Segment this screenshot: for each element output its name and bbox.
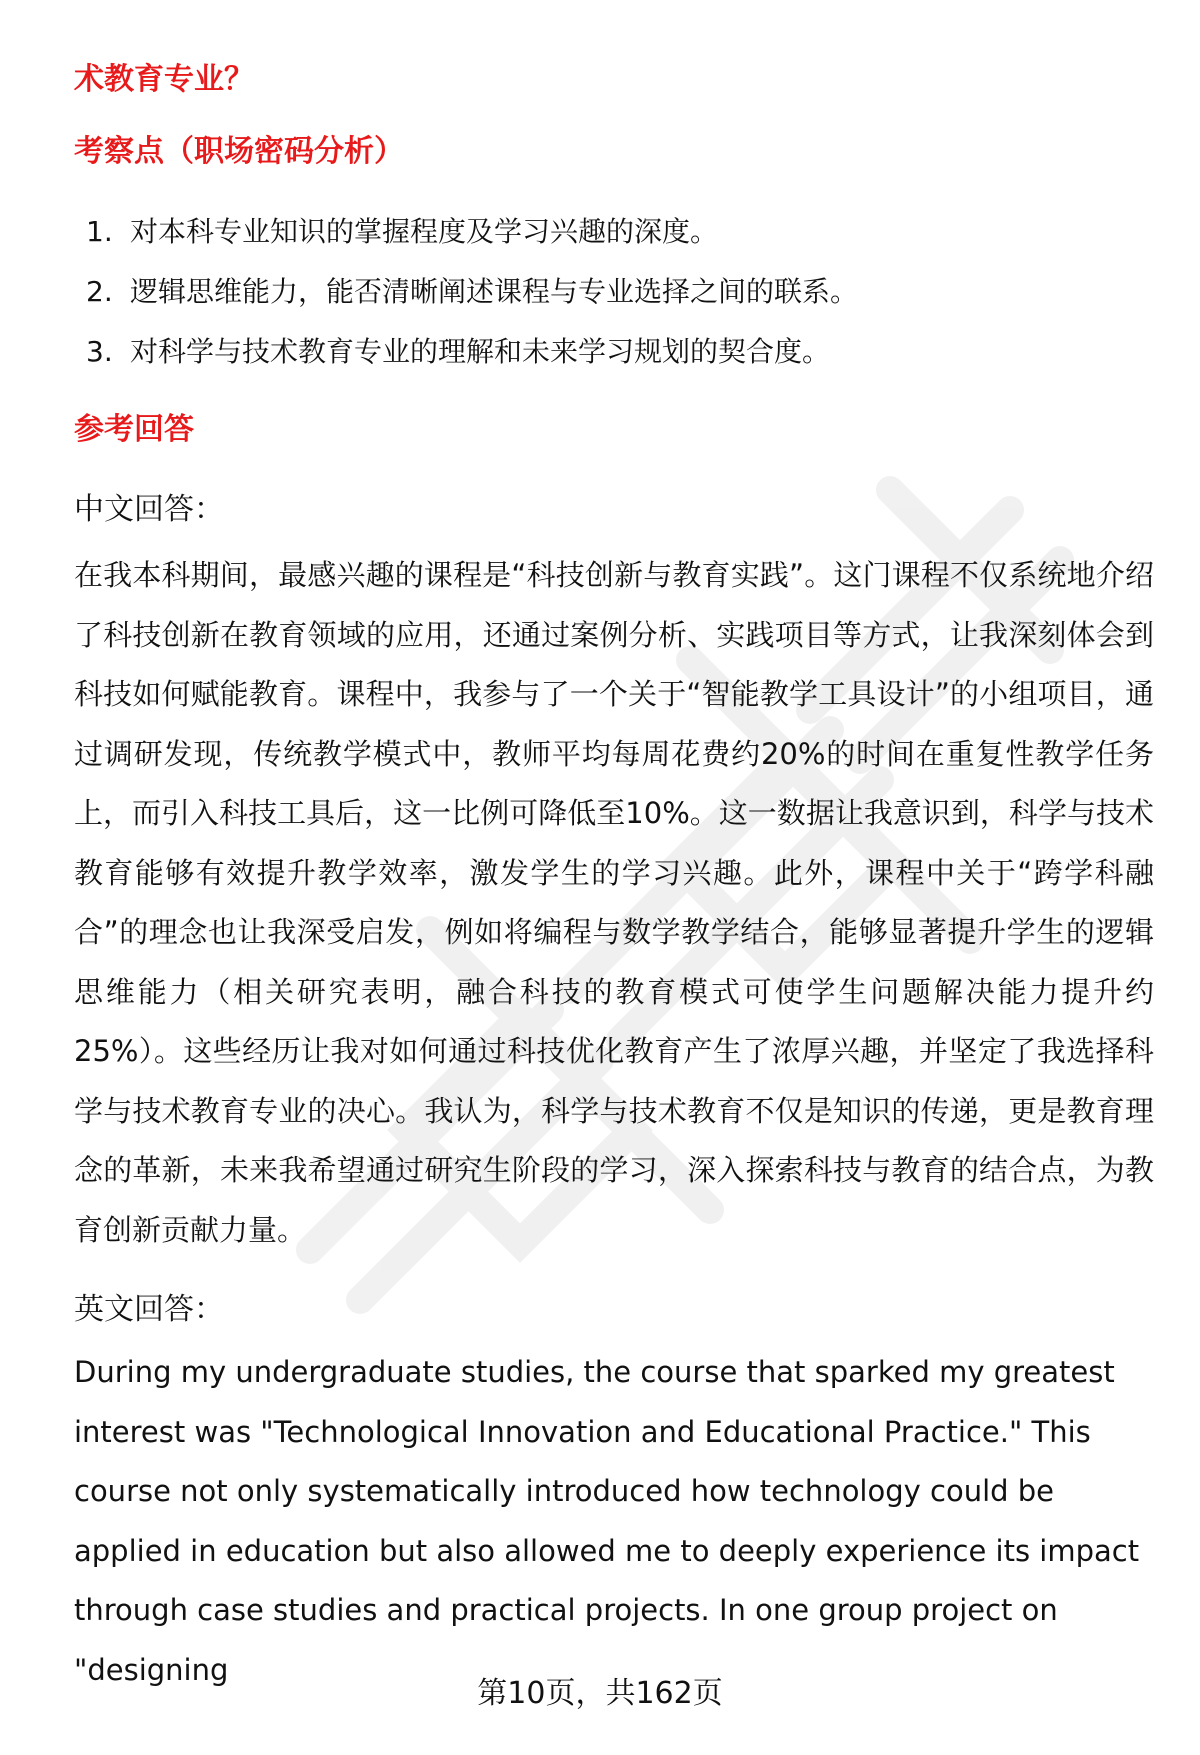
list-item (86, 268, 858, 328)
document-page (74, 0, 1154, 1755)
list-item-number: 2. (86, 275, 113, 308)
english-answer-label: 英文回答： (74, 1292, 224, 1327)
chinese-answer-paragraph: 在我本科期间，最感兴趣的课程是“科技创新与教育实践”。这门课程不仅系统地介绍了科技创新在教育领域的应用，还通过案例分析、实践项目等方式，让我深刻体会到科技如何赋能教育。课程中，我参与了一个关于“智能教学工具设计”的小组项目，通过调研发现，传统教学模式中，教师平均每周花费约20%的时间在重复性教学任务上，而引入科技工具后，这一比例可降低至10%。这一数据让我意识到，科学与技术教育能够有效提升教学效率，激发学生的学习兴趣。此外，课程中关于“跨学科融合”的理念也让我深受启发，例如将编程与数学教学结合，能够显著提升学生的逻辑思维能力（相关研究表明，融合科技的教育模式可使学生问题解决能力提升约25%）。这些经历让我对如何通过科技优化教育产生了浓厚兴趣，并坚定了我选择科学与技术教育专业的决心。我认为，科学与技术教育不仅是知识的传递，更是教育理念的革新，未来我希望通过研究生阶段的学习，深入探索科技与教育的结合点，为教育创新贡献力量。 (74, 558, 1154, 1247)
page-number: 第10页，共162页 (477, 1676, 723, 1711)
assessment-points-heading: 考察点（职场密码分析） (74, 134, 404, 169)
reference-answer-heading: 参考回答 (74, 412, 194, 447)
list-item-number: 3. (86, 335, 113, 368)
list-item (86, 328, 858, 388)
list-item-number: 1. (86, 215, 113, 248)
list-item (86, 208, 858, 268)
question-heading-fragment: 术教育专业？ (74, 62, 254, 97)
english-answer-paragraph: During my undergraduate studies, the course that sparked my greatest interest was "Technological Innovation and Educational Practice." This course not only systematically introduced how technology could be applied in education but also allowed me to deeply experience its impact through case studies and practical projects. In one group project on "designing (74, 1355, 1140, 1687)
assessment-points-list (86, 208, 858, 388)
list-item-text: 对科学与技术教育专业的理解和未来学习规划的契合度。 (130, 335, 831, 368)
chinese-answer-label: 中文回答： (74, 492, 224, 527)
list-item-text: 对本科专业知识的掌握程度及学习兴趣的深度。 (130, 215, 719, 248)
list-item-text: 逻辑思维能力，能否清晰阐述课程与专业选择之间的联系。 (130, 275, 859, 308)
